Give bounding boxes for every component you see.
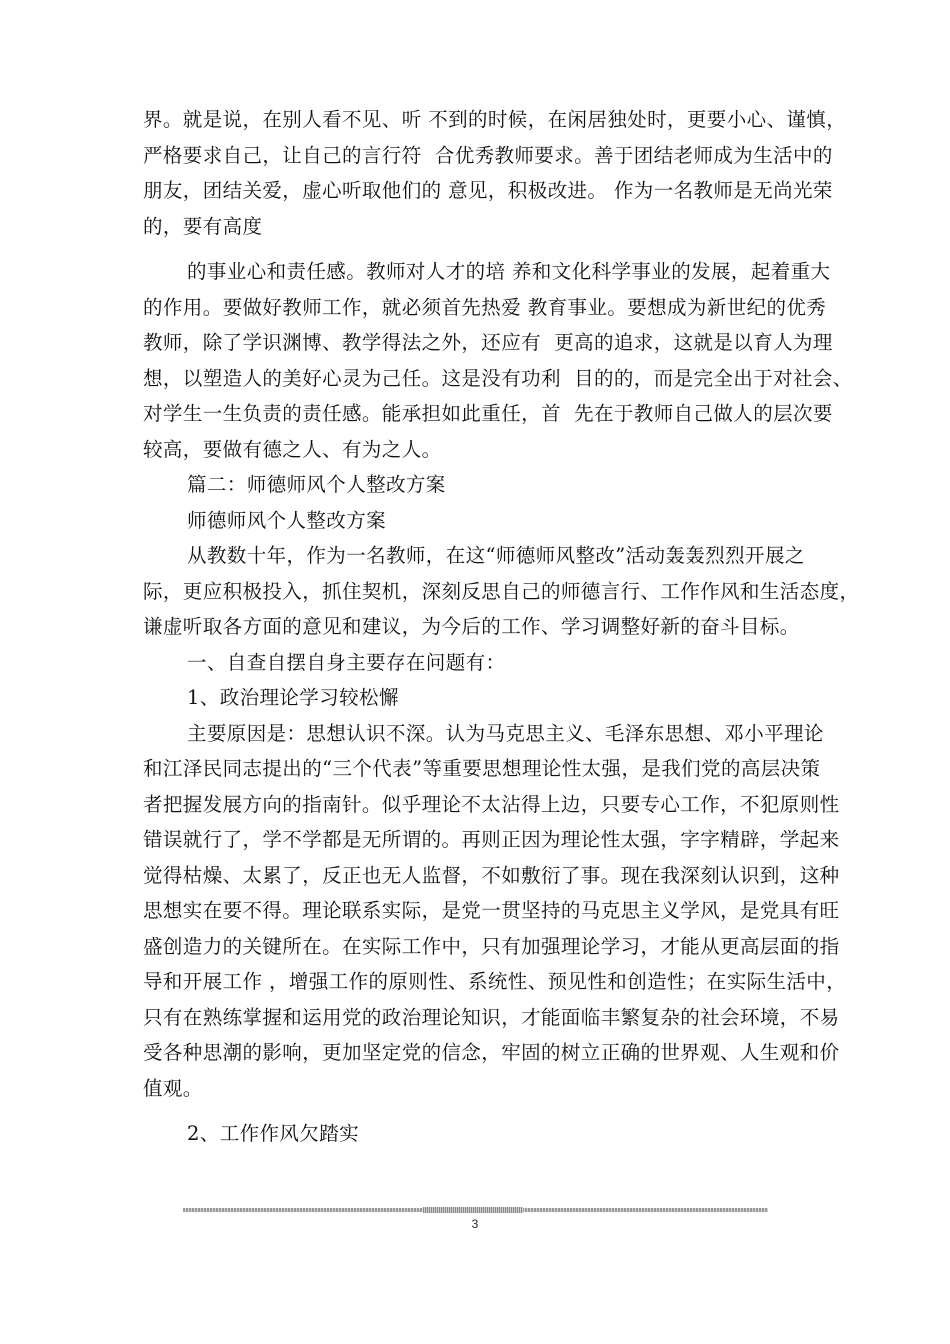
text-line: 较高，要做有德之人、有为之人。 (143, 437, 442, 461)
text-line: 1、政治理论学习较松懈 (187, 686, 399, 709)
body-text (143, 102, 860, 1152)
text-line: 朋友，团结关爱，虚心听取他们的 意见，积极改进。 作为一名教师是无尚光荣 (143, 179, 833, 202)
text-line: 和江泽民同志提出的“三个代表”等重要思想理论性太强，是我们党的高层决策 (143, 757, 821, 780)
text-line: 教师，除了学识渊博、教学得法之外，还应有 更高的追求，这就是以育人为理 (143, 331, 833, 354)
text-line: 师德师风个人整改方案 (187, 508, 387, 532)
text-line: 错误就行了，学不学都是无所谓的。再则正因为理论性太强，字字精辟，学起来 (143, 828, 840, 851)
text-line: 思想实在要不得。理论联系实际，是党一贯坚持的马克思主义学风，是党具有旺 (143, 899, 840, 922)
text-line: 只有在熟练掌握和运用党的政治理论知识，才能面临丰繁复杂的社会环境，不易 (143, 1005, 840, 1029)
text-line: 的事业心和责任感。教师对人才的培 养和文化科学事业的发展，起着重大 (187, 260, 831, 283)
text-line: 际，更应积极投入，抓住契机，深刻反思自己的师德言行、工作作风和生活态度， (143, 579, 860, 603)
text-line: 谦虚听取各方面的意见和建议，为今后的工作、学习调整好新的奋斗目标。 (143, 615, 800, 638)
text-line: 受各种思潮的影响，更加坚定党的信念，牢固的树立正确的世界观、人生观和价 (143, 1041, 840, 1064)
text-line: 严格要求自己，让自己的言行符 合优秀教师要求。善于团结老师成为生活中的 (143, 143, 833, 167)
text-line: 2、工作作风欠踏实 (187, 1122, 360, 1145)
text-line: 主要原因是：思想认识不深。认为马克思主义、毛泽东思想、邓小平理论 (187, 721, 824, 745)
text-line: 想，以塑造人的美好心灵为己任。这是没有功利 目的的，而是完全出于对社会、 (143, 366, 853, 390)
text-line: 值观。 (143, 1076, 203, 1100)
text-line: 篇二：师德师风个人整改方案 (187, 473, 446, 496)
text-line: 从教数十年，作为一名教师，在这“师德师风整改”活动轰轰烈烈开展之 (187, 544, 805, 567)
paragraph-gap (143, 244, 813, 254)
footer-divider (183, 1208, 768, 1212)
text-line: 盛创造力的关键所在。在实际工作中，只有加强理论学习，才能从更高层面的指 (143, 934, 840, 958)
text-line: 者把握发展方向的指南针。似乎理论不太沾得上边，只要专心工作，不犯原则性 (143, 792, 840, 816)
text-line: 导和开展工作 ，增强工作的原则性、系统性、预见性和创造性；在实际生活中， (143, 970, 847, 993)
text-line: 一、自查自摆自身主要存在问题有： (187, 650, 506, 674)
text-line: 对学生一生负责的责任感。能承担如此重任，首 先在于教师自己做人的层次要 (143, 402, 833, 425)
page-number: 3 (471, 1217, 479, 1231)
text-line: 界。就是说，在别人看不见、听 不到的时候，在闲居独处时，更要小心、谨慎， (143, 108, 847, 131)
text-line: 觉得枯燥、太累了，反正也无人监督，不如敷衍了事。现在我深刻认识到，这种 (143, 863, 840, 887)
text-line: 的，要有高度 (143, 214, 263, 238)
text-line: 的作用。要做好教师工作，就必须首先热爱 教育事业。要想成为新世纪的优秀 (143, 295, 827, 319)
paragraph-gap (143, 1106, 813, 1116)
